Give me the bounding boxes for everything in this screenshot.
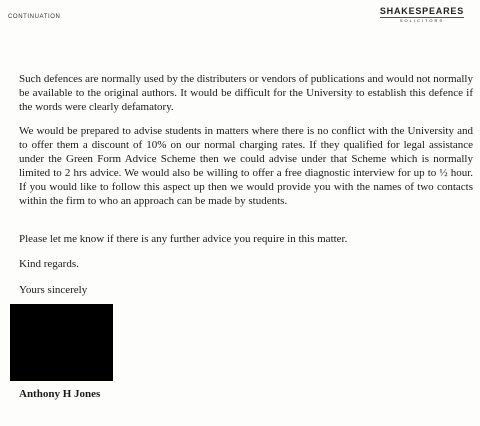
redacted-signature	[10, 304, 113, 381]
closing-text: Kind regards.	[19, 258, 79, 270]
paragraph-text: Such defences are normally used by the distributers or vendors of publications and would not normally be available to the original authors. It would be difficult for the University to establish this defence if the words were clearly defamatory.	[19, 73, 473, 113]
paragraph-advice-offer	[19, 124, 473, 208]
paragraph-text: We would be prepared to advise students in matters where there is no conflict with the University and to offer them a discount of 10% on our normal charging rates. If they qualified for legal assistance under the Green Form Advice Scheme then we could advise under that Scheme which is normally limited to 2 hrs advice. We would also be willing to offer a free diagnostic interview for up to ½ hour. If you would like to follow this aspect up then we would provide you with the names of two contacts within the firm to who an approach can be made by students.	[19, 125, 473, 207]
logo-subtitle: SOLICITORS	[380, 17, 464, 24]
paragraph-text: Please let me know if there is any further advice you require in this matter.	[19, 233, 348, 245]
firm-logo	[380, 6, 464, 24]
continuation-label: CONTINUATION	[8, 14, 61, 20]
logo-name: SHAKESPEARES	[379, 6, 464, 16]
closing-text: Yours sincerely	[19, 284, 88, 296]
signatory-name: Anthony H Jones	[19, 388, 101, 400]
closing-sincerely	[19, 283, 473, 297]
closing-regards	[19, 257, 473, 271]
paragraph-defences	[19, 72, 473, 114]
paragraph-further-advice	[19, 232, 473, 246]
